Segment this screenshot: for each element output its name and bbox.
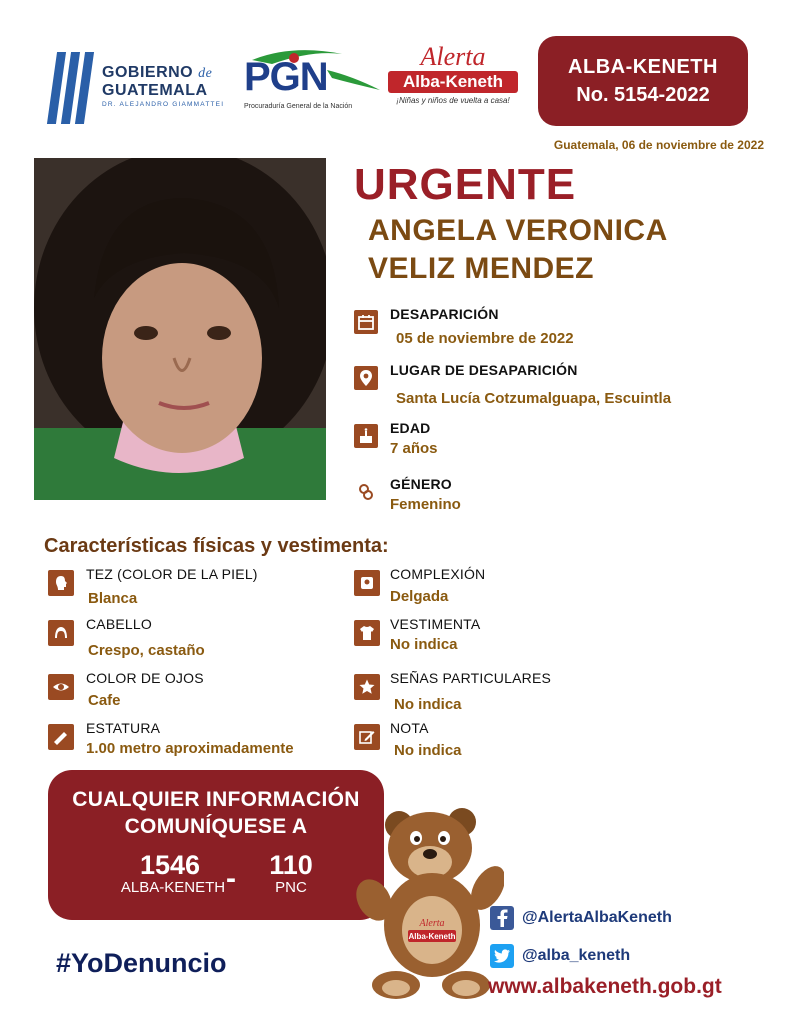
scale-icon xyxy=(354,570,380,596)
bear-mascot xyxy=(354,800,504,1005)
facebook-icon xyxy=(490,906,514,930)
char-value: No indica xyxy=(394,742,462,759)
detail-label: GÉNERO xyxy=(390,476,452,492)
child-name-line2: VELIZ MENDEZ xyxy=(368,252,595,285)
char-value: Blanca xyxy=(88,590,138,607)
detail-label: EDAD xyxy=(390,420,431,436)
pgn-subtitle: Procuraduría General de la Nación xyxy=(244,103,353,110)
twitter-icon xyxy=(490,944,514,968)
location-pin-icon xyxy=(354,366,378,390)
cake-icon xyxy=(354,424,378,448)
phone-alba-keneth[interactable]: 1546 xyxy=(139,850,201,880)
char-value: No indica xyxy=(390,636,458,653)
alerta-name: Alba-Keneth xyxy=(388,71,518,93)
detail-value: 05 de noviembre de 2022 xyxy=(396,330,574,347)
pgn-letters: PGN xyxy=(244,55,328,99)
alerta-word: Alerta xyxy=(420,42,486,71)
urgent-heading: URGENTE xyxy=(354,160,577,209)
facebook-handle: @AlertaAlbaKeneth xyxy=(522,909,672,926)
child-name-line1: ANGELA VERONICA xyxy=(368,214,668,247)
gobierno-de: de xyxy=(198,66,213,81)
detail-label: LUGAR DE DESAPARICIÓN xyxy=(390,362,578,378)
hair-icon xyxy=(48,620,74,646)
head-profile-icon xyxy=(48,570,74,596)
star-icon xyxy=(354,674,380,700)
gobierno-line2: GUATEMALA xyxy=(102,82,208,99)
case-number-box xyxy=(538,36,748,126)
phone-pnc[interactable]: 110 xyxy=(269,850,313,880)
char-value: Crespo, castaño xyxy=(88,642,205,659)
phone-pnc-label: PNC xyxy=(275,879,307,896)
characteristics-title: Características físicas y vestimenta: xyxy=(44,535,389,557)
char-label: CABELLO xyxy=(86,616,152,632)
char-value: 1.00 metro aproximadamente xyxy=(86,740,294,757)
gobierno-line1: GOBIERNO xyxy=(102,64,194,81)
char-label: NOTA xyxy=(390,720,429,736)
detail-value: Femenino xyxy=(390,496,461,513)
char-value: No indica xyxy=(394,696,462,713)
char-value: Cafe xyxy=(88,692,121,709)
char-label: SEÑAS PARTICULARES xyxy=(390,670,552,686)
alerta-alba-keneth-logo xyxy=(388,44,518,105)
calendar-icon xyxy=(354,310,378,334)
char-label: VESTIMENTA xyxy=(390,616,481,632)
facebook-link[interactable] xyxy=(490,906,672,930)
contact-dash: - xyxy=(226,862,236,895)
hashtag: #YoDenuncio xyxy=(56,948,227,978)
gobierno-logo-bars xyxy=(50,52,94,124)
case-number: No. 5154-2022 xyxy=(576,84,710,106)
detail-value: 7 años xyxy=(390,440,438,457)
contact-line2: COMUNÍQUESE A xyxy=(124,815,308,838)
contact-box xyxy=(48,770,384,920)
ruler-icon xyxy=(48,724,74,750)
char-label: COMPLEXIÓN xyxy=(390,566,486,582)
gender-icon xyxy=(354,480,378,504)
contact-line1: CUALQUIER INFORMACIÓN xyxy=(72,788,360,811)
gobierno-logo-text xyxy=(102,64,224,108)
missing-child-photo xyxy=(34,158,326,500)
detail-label: DESAPARICIÓN xyxy=(390,306,499,322)
twitter-link[interactable] xyxy=(490,944,630,968)
detail-value: Santa Lucía Cotzumalguapa, Escuintla xyxy=(396,390,672,407)
eye-icon xyxy=(48,674,74,700)
alerta-tagline: ¡Niñas y niños de vuelta a casa! xyxy=(396,96,510,105)
issue-date: Guatemala, 06 de noviembre de 2022 xyxy=(553,138,764,152)
gobierno-line3: DR. ALEJANDRO GIAMMATTEI xyxy=(102,101,225,108)
bear-badge-name: Alba-Keneth xyxy=(408,932,456,941)
case-title: ALBA-KENETH xyxy=(568,56,718,78)
char-value: Delgada xyxy=(390,588,449,605)
bear-badge-word: Alerta xyxy=(419,918,445,929)
website-link[interactable]: www.albakeneth.gob.gt xyxy=(488,975,722,998)
shirt-icon xyxy=(354,620,380,646)
char-label: COLOR DE OJOS xyxy=(86,670,204,686)
char-label: TEZ (COLOR DE LA PIEL) xyxy=(86,566,258,582)
twitter-handle: @alba_keneth xyxy=(522,947,631,964)
note-edit-icon xyxy=(354,724,380,750)
phone-alba-keneth-label: ALBA-KENETH xyxy=(120,879,226,896)
char-label: ESTATURA xyxy=(86,720,161,736)
